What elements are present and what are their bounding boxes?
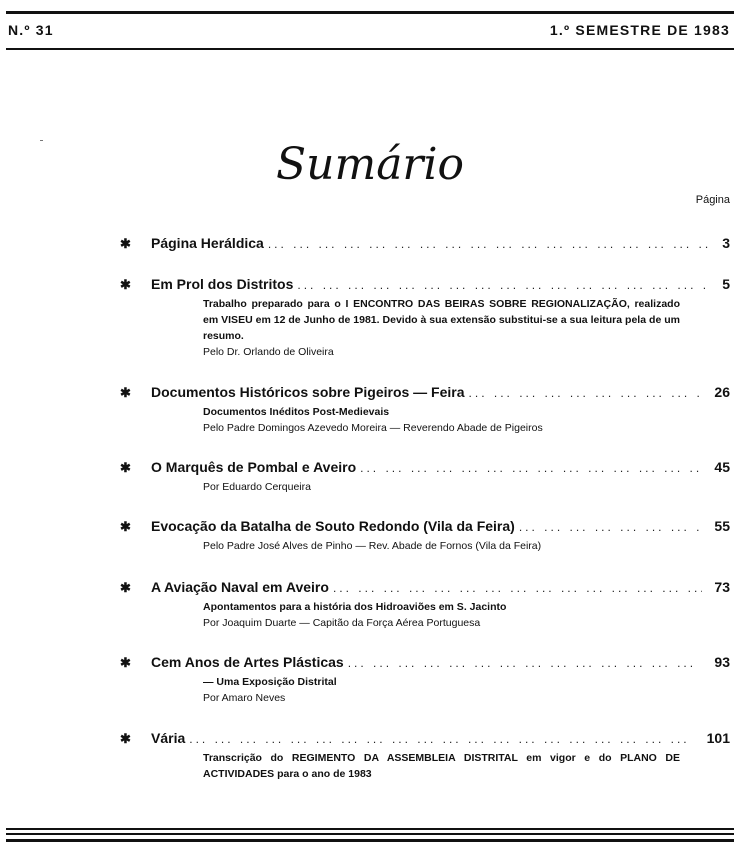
top-rule-thick (6, 11, 734, 14)
entry-title[interactable]: O Marquês de Pombal e Aveiro (151, 459, 357, 475)
bullet-star-icon: ✱ (120, 236, 131, 251)
top-rule-thin (6, 48, 734, 50)
issue-number: N.º 31 (8, 22, 54, 38)
entry-subtitle: Apontamentos para a história dos Hidroaviões em S. Jacinto (203, 601, 507, 613)
entry-page-number: 3 (722, 235, 730, 251)
entry-author: Por Amaro Neves (203, 692, 286, 704)
entry-author: Pelo Dr. Orlando de Oliveira (203, 346, 334, 358)
entry-title[interactable]: Em Prol dos Distritos (151, 276, 294, 292)
publication-period: 1.º SEMESTRE DE 1983 (549, 22, 730, 38)
toc-entry[interactable] (120, 518, 730, 554)
entry-title[interactable]: Cem Anos de Artes Plásticas (151, 654, 344, 670)
entry-page-number: 45 (714, 459, 730, 475)
toc-entry[interactable] (120, 276, 730, 360)
toc-entry[interactable] (120, 459, 730, 495)
entry-subtitle: Documentos Inéditos Post-Medievais (203, 406, 390, 418)
entry-page-number: 101 (706, 730, 730, 746)
entry-author: Por Joaquim Duarte — Capitão da Força Aérea Portuguesa (203, 617, 481, 629)
bullet-star-icon: ✱ (120, 460, 131, 475)
entry-page-number: 73 (714, 579, 730, 595)
leader-dots (268, 237, 710, 251)
leader-dots (348, 656, 703, 670)
entry-author: Pelo Padre Domingos Azevedo Moreira — Reverendo Abade de Pigeiros (203, 422, 543, 434)
entry-title[interactable]: Página Heráldica (151, 235, 264, 251)
toc-entry[interactable] (120, 654, 730, 706)
bullet-star-icon: ✱ (120, 731, 131, 746)
entry-title[interactable]: Documentos Históricos sobre Pigeiros — Feira (151, 384, 465, 400)
entry-page-number: 26 (714, 384, 730, 400)
entry-author: Por Eduardo Cerqueira (203, 481, 311, 493)
toc-entry[interactable] (120, 579, 730, 631)
leader-dots (519, 520, 703, 534)
page-column-label: Página (695, 194, 730, 206)
entry-title[interactable]: Vária (151, 730, 186, 746)
page-title: Sumário (275, 139, 465, 191)
bullet-star-icon: ✱ (120, 519, 131, 534)
entry-page-number: 5 (722, 276, 730, 292)
entry-page-number: 93 (714, 654, 730, 670)
leader-dots (360, 461, 702, 475)
bullet-star-icon: ✱ (120, 277, 131, 292)
toc-entry[interactable] (120, 235, 730, 252)
leader-dots (469, 386, 703, 400)
entry-title[interactable]: Evocação da Batalha de Souto Redondo (Vila da Feira) (151, 518, 515, 534)
toc-entry[interactable] (120, 730, 730, 782)
bottom-rule (6, 833, 734, 835)
bottom-rule (6, 839, 734, 842)
toc-entry[interactable] (120, 384, 730, 436)
bullet-star-icon: ✱ (120, 580, 131, 595)
bottom-rule (6, 828, 734, 830)
leader-dots (297, 278, 710, 292)
bullet-star-icon: ✱ (120, 385, 131, 400)
leader-dots (189, 732, 694, 746)
entry-title[interactable]: A Aviação Naval em Aveiro (151, 579, 329, 595)
entry-description: Trabalho preparado para o I ENCONTRO DAS BEIRAS SOBRE REGIONALIZAÇÃO, realizado em VISEU em 12 de Junho de 1981. Devido à sua extensão substitui-se a sua leitura pela de um resumo. (203, 298, 680, 342)
leader-dots (333, 581, 702, 595)
entry-subtitle: — Uma Exposição Distrital (203, 676, 337, 688)
bullet-star-icon: ✱ (120, 655, 131, 670)
entry-description: Transcrição do REGIMENTO DA ASSEMBLEIA DISTRITAL em vigor e do PLANO DE ACTIVIDADES para o ano de 1983 (203, 752, 680, 780)
entry-page-number: 55 (714, 518, 730, 534)
entry-author: Pelo Padre José Alves de Pinho — Rev. Abade de Fornos (Vila da Feira) (203, 540, 542, 552)
